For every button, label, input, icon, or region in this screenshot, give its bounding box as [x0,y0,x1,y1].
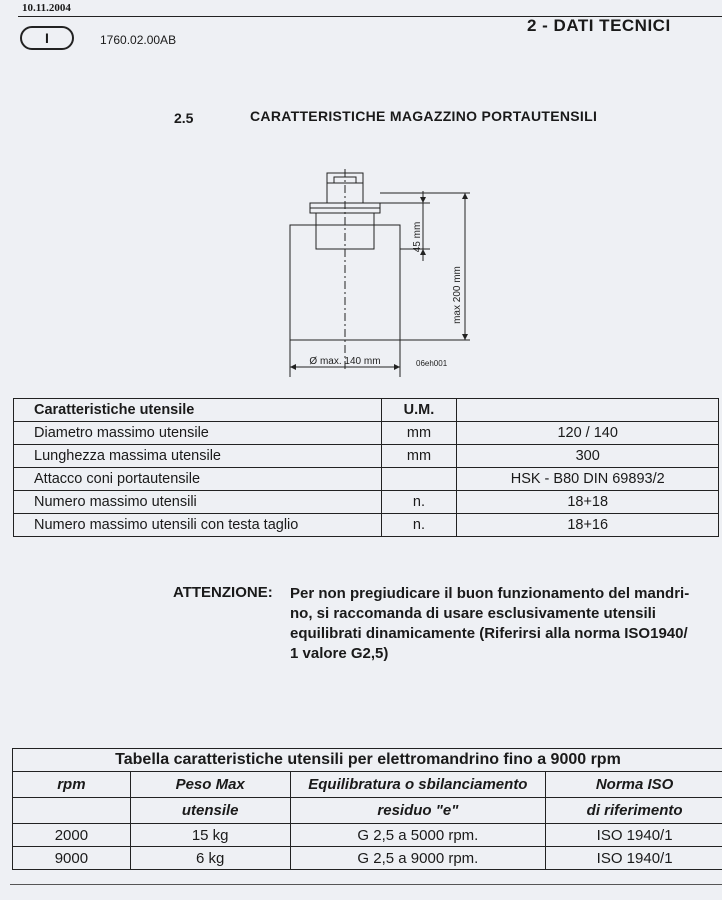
row-label: Numero massimo utensili con testa taglio [14,514,382,537]
cell-norma: ISO 1940/1 [546,847,722,870]
header-norma-l2: di riferimento [546,798,722,824]
balance-header-row [13,772,722,798]
dim-label-45: 45 mm [412,221,423,253]
header-unit: U.M. [381,399,457,422]
cell-peso: 6 kg [130,847,290,870]
row-label: Lunghezza massima utensile [14,445,382,468]
attention-text [290,584,722,664]
document-date: 10.11.2004 [22,2,71,14]
row-unit [381,468,457,491]
header-equil-l1: Equilibratura o sbilanciamento [290,772,546,798]
table-row [14,468,719,491]
section-number: 2.5 [174,110,194,126]
row-value: 120 / 140 [457,422,719,445]
section-heading: 2 - DATI TECNICI [527,16,671,35]
row-value: 18+16 [457,514,719,537]
attention-line: equilibrati dinamicamente (Riferirsi alla norma ISO1940/ [290,625,688,642]
header-characteristic: Caratteristiche utensile [14,399,382,422]
header-value [457,399,719,422]
cell-equil: G 2,5 a 5000 rpm. [290,824,546,847]
cell-equil: G 2,5 a 9000 rpm. [290,847,546,870]
tool-holder-drawing [270,165,480,380]
header-norma-l1: Norma ISO [546,772,722,798]
table-row [13,847,722,870]
cell-peso: 15 kg [130,824,290,847]
table-row [14,445,719,468]
header-peso-l2: utensile [130,798,290,824]
table-row [14,491,719,514]
footer-rule [10,884,722,885]
cell-rpm: 9000 [13,847,131,870]
header-rpm: rpm [13,772,131,798]
row-unit: mm [381,422,457,445]
row-label: Attacco coni portautensile [14,468,382,491]
row-value: 300 [457,445,719,468]
table-row [13,824,722,847]
tool-characteristics-table [13,398,719,537]
row-label: Numero massimo utensili [14,491,382,514]
table-row [14,514,719,537]
language-badge: I [20,26,74,50]
attention-line: 1 valore G2,5) [290,645,389,662]
table-header-row [14,399,719,422]
table-row [14,422,719,445]
balance-table [12,748,722,870]
attention-line: no, si raccomanda di usare esclusivamente utensili [290,605,656,622]
cell-rpm: 2000 [13,824,131,847]
cell-norma: ISO 1940/1 [546,824,722,847]
row-label: Diametro massimo utensile [14,422,382,445]
balance-table-title: Tabella caratteristiche utensili per elettromandrino fino a 9000 rpm [13,749,722,772]
figure-code: 06eh001 [416,359,448,368]
attention-line: Per non pregiudicare il buon funzionamento del mandri- [290,585,690,602]
section-title: CARATTERISTICHE MAGAZZINO PORTAUTENSILI [250,108,598,124]
dim-label-diameter: Ø max. 140 mm [309,356,381,367]
dim-label-200: max 200 mm [452,266,463,324]
attention-label: ATTENZIONE: [173,584,273,601]
row-unit: n. [381,514,457,537]
balance-table-title-row [13,749,722,772]
row-value: HSK - B80 DIN 69893/2 [457,468,719,491]
document-code: 1760.02.00AB [100,33,177,47]
header-equil-l2: residuo "e" [290,798,546,824]
header-peso-l1: Peso Max [130,772,290,798]
header-rpm-l2 [13,798,131,824]
row-unit: mm [381,445,457,468]
balance-header-row [13,798,722,824]
row-value: 18+18 [457,491,719,514]
row-unit: n. [381,491,457,514]
